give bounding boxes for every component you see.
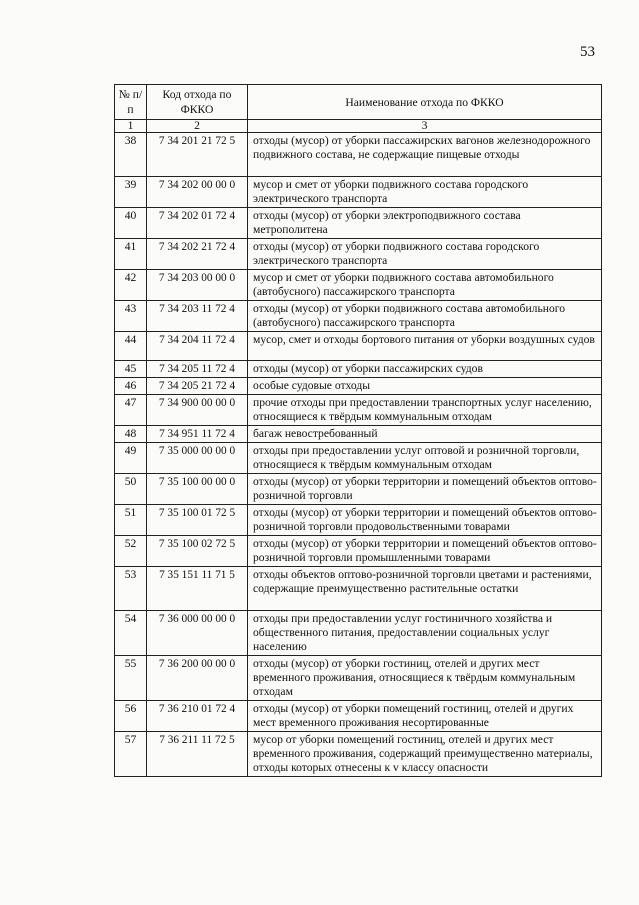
waste-code: 7 34 900 00 00 0 [147,395,248,426]
row-number: 46 [115,378,147,395]
table-header-row [115,85,602,120]
row-number: 53 [115,567,147,611]
waste-code: 7 34 202 01 72 4 [147,208,248,239]
waste-code: 7 34 203 11 72 4 [147,301,248,332]
table-row [115,361,602,378]
waste-name: отходы (мусор) от уборки подвижного состава городского электрического транспорта [248,239,602,270]
row-number: 57 [115,732,147,777]
row-number: 52 [115,536,147,567]
table-row [115,395,602,426]
waste-code: 7 35 100 01 72 5 [147,505,248,536]
waste-name: особые судовые отходы [248,378,602,395]
waste-code: 7 34 202 21 72 4 [147,239,248,270]
waste-name: отходы при предоставлении услуг гостиничного хозяйства и общественного питания, предоставлении социальных услуг населению [248,611,602,656]
waste-name: отходы (мусор) от уборки помещений гостиниц, отелей и других мест временного проживания несортированные [248,701,602,732]
header-num: № п/п [115,85,147,120]
table-row [115,301,602,332]
waste-name: мусор и смет от уборки подвижного состава автомобильного (автобусного) пассажирского транспорта [248,270,602,301]
table-row [115,270,602,301]
table-row [115,177,602,208]
row-number: 55 [115,656,147,701]
waste-name: отходы (мусор) от уборки пассажирских вагонов железнодорожного подвижного состава, не содержащие пищевые отходы [248,133,602,177]
waste-code: 7 34 205 21 72 4 [147,378,248,395]
waste-code: 7 35 000 00 00 0 [147,443,248,474]
waste-name: мусор и смет от уборки подвижного состава городского электрического транспорта [248,177,602,208]
table-row [115,332,602,361]
waste-code: 7 34 204 11 72 4 [147,332,248,361]
row-number: 41 [115,239,147,270]
waste-name: отходы (мусор) от уборки электроподвижного состава метрополитена [248,208,602,239]
table-row [115,426,602,443]
waste-code: 7 34 205 11 72 4 [147,361,248,378]
table-row [115,701,602,732]
waste-code: 7 34 951 11 72 4 [147,426,248,443]
page-number: 53 [580,44,595,60]
row-number: 56 [115,701,147,732]
table-row [115,567,602,611]
waste-name: отходы (мусор) от уборки территории и помещений объектов оптово-розничной торговли продовольственными товарами [248,505,602,536]
waste-code: 7 35 100 02 72 5 [147,536,248,567]
waste-code: 7 36 210 01 72 4 [147,701,248,732]
waste-name: отходы (мусор) от уборки гостиниц, отелей и других мест временного проживания, относящиеся к твёрдым коммунальным отходам [248,656,602,701]
row-number: 47 [115,395,147,426]
header-name: Наименование отхода по ФККО [248,85,602,120]
row-number: 49 [115,443,147,474]
waste-name: мусор от уборки помещений гостиниц, отелей и других мест временного проживания, содержащий преимущественно материалы, отходы которых отнесены к v классу опасности [248,732,602,777]
waste-name: багаж невостребованный [248,426,602,443]
table-row [115,732,602,777]
waste-name: отходы при предоставлении услуг оптовой и розничной торговли, относящиеся к твёрдым коммунальным отходам [248,443,602,474]
waste-code: 7 34 201 21 72 5 [147,133,248,177]
waste-code: 7 36 000 00 00 0 [147,611,248,656]
table-row [115,536,602,567]
table-row [115,611,602,656]
table-row [115,208,602,239]
row-number: 51 [115,505,147,536]
waste-name: мусор, смет и отходы бортового питания от уборки воздушных судов [248,332,602,361]
waste-code: 7 35 100 00 00 0 [147,474,248,505]
table-row [115,133,602,177]
waste-code: 7 34 202 00 00 0 [147,177,248,208]
waste-name: отходы (мусор) от уборки территории и помещений объектов оптово-розничной торговли промышленными товарами [248,536,602,567]
row-number: 43 [115,301,147,332]
waste-code: 7 35 151 11 71 5 [147,567,248,611]
row-number: 40 [115,208,147,239]
table-row [115,474,602,505]
table-row [115,656,602,701]
table-row [115,378,602,395]
waste-classification-table [114,84,602,777]
table-row [115,239,602,270]
table-row [115,505,602,536]
column-index-row [115,120,602,133]
table-row [115,443,602,474]
row-number: 42 [115,270,147,301]
waste-name: отходы (мусор) от уборки пассажирских судов [248,361,602,378]
row-number: 38 [115,133,147,177]
row-number: 50 [115,474,147,505]
row-number: 45 [115,361,147,378]
column-index: 2 [147,120,248,133]
row-number: 44 [115,332,147,361]
column-index: 3 [248,120,602,133]
waste-name: отходы объектов оптово-розничной торговли цветами и растениями, содержащие преимущественно растительные остатки [248,567,602,611]
row-number: 39 [115,177,147,208]
header-code: Код отхода по ФККО [147,85,248,120]
waste-code: 7 36 200 00 00 0 [147,656,248,701]
waste-code: 7 34 203 00 00 0 [147,270,248,301]
row-number: 48 [115,426,147,443]
waste-name: отходы (мусор) от уборки подвижного состава автомобильного (автобусного) пассажирского транспорта [248,301,602,332]
column-index: 1 [115,120,147,133]
row-number: 54 [115,611,147,656]
waste-name: прочие отходы при предоставлении транспортных услуг населению, относящиеся к твёрдым коммунальным отходам [248,395,602,426]
waste-code: 7 36 211 11 72 5 [147,732,248,777]
waste-name: отходы (мусор) от уборки территории и помещений объектов оптово-розничной торговли [248,474,602,505]
